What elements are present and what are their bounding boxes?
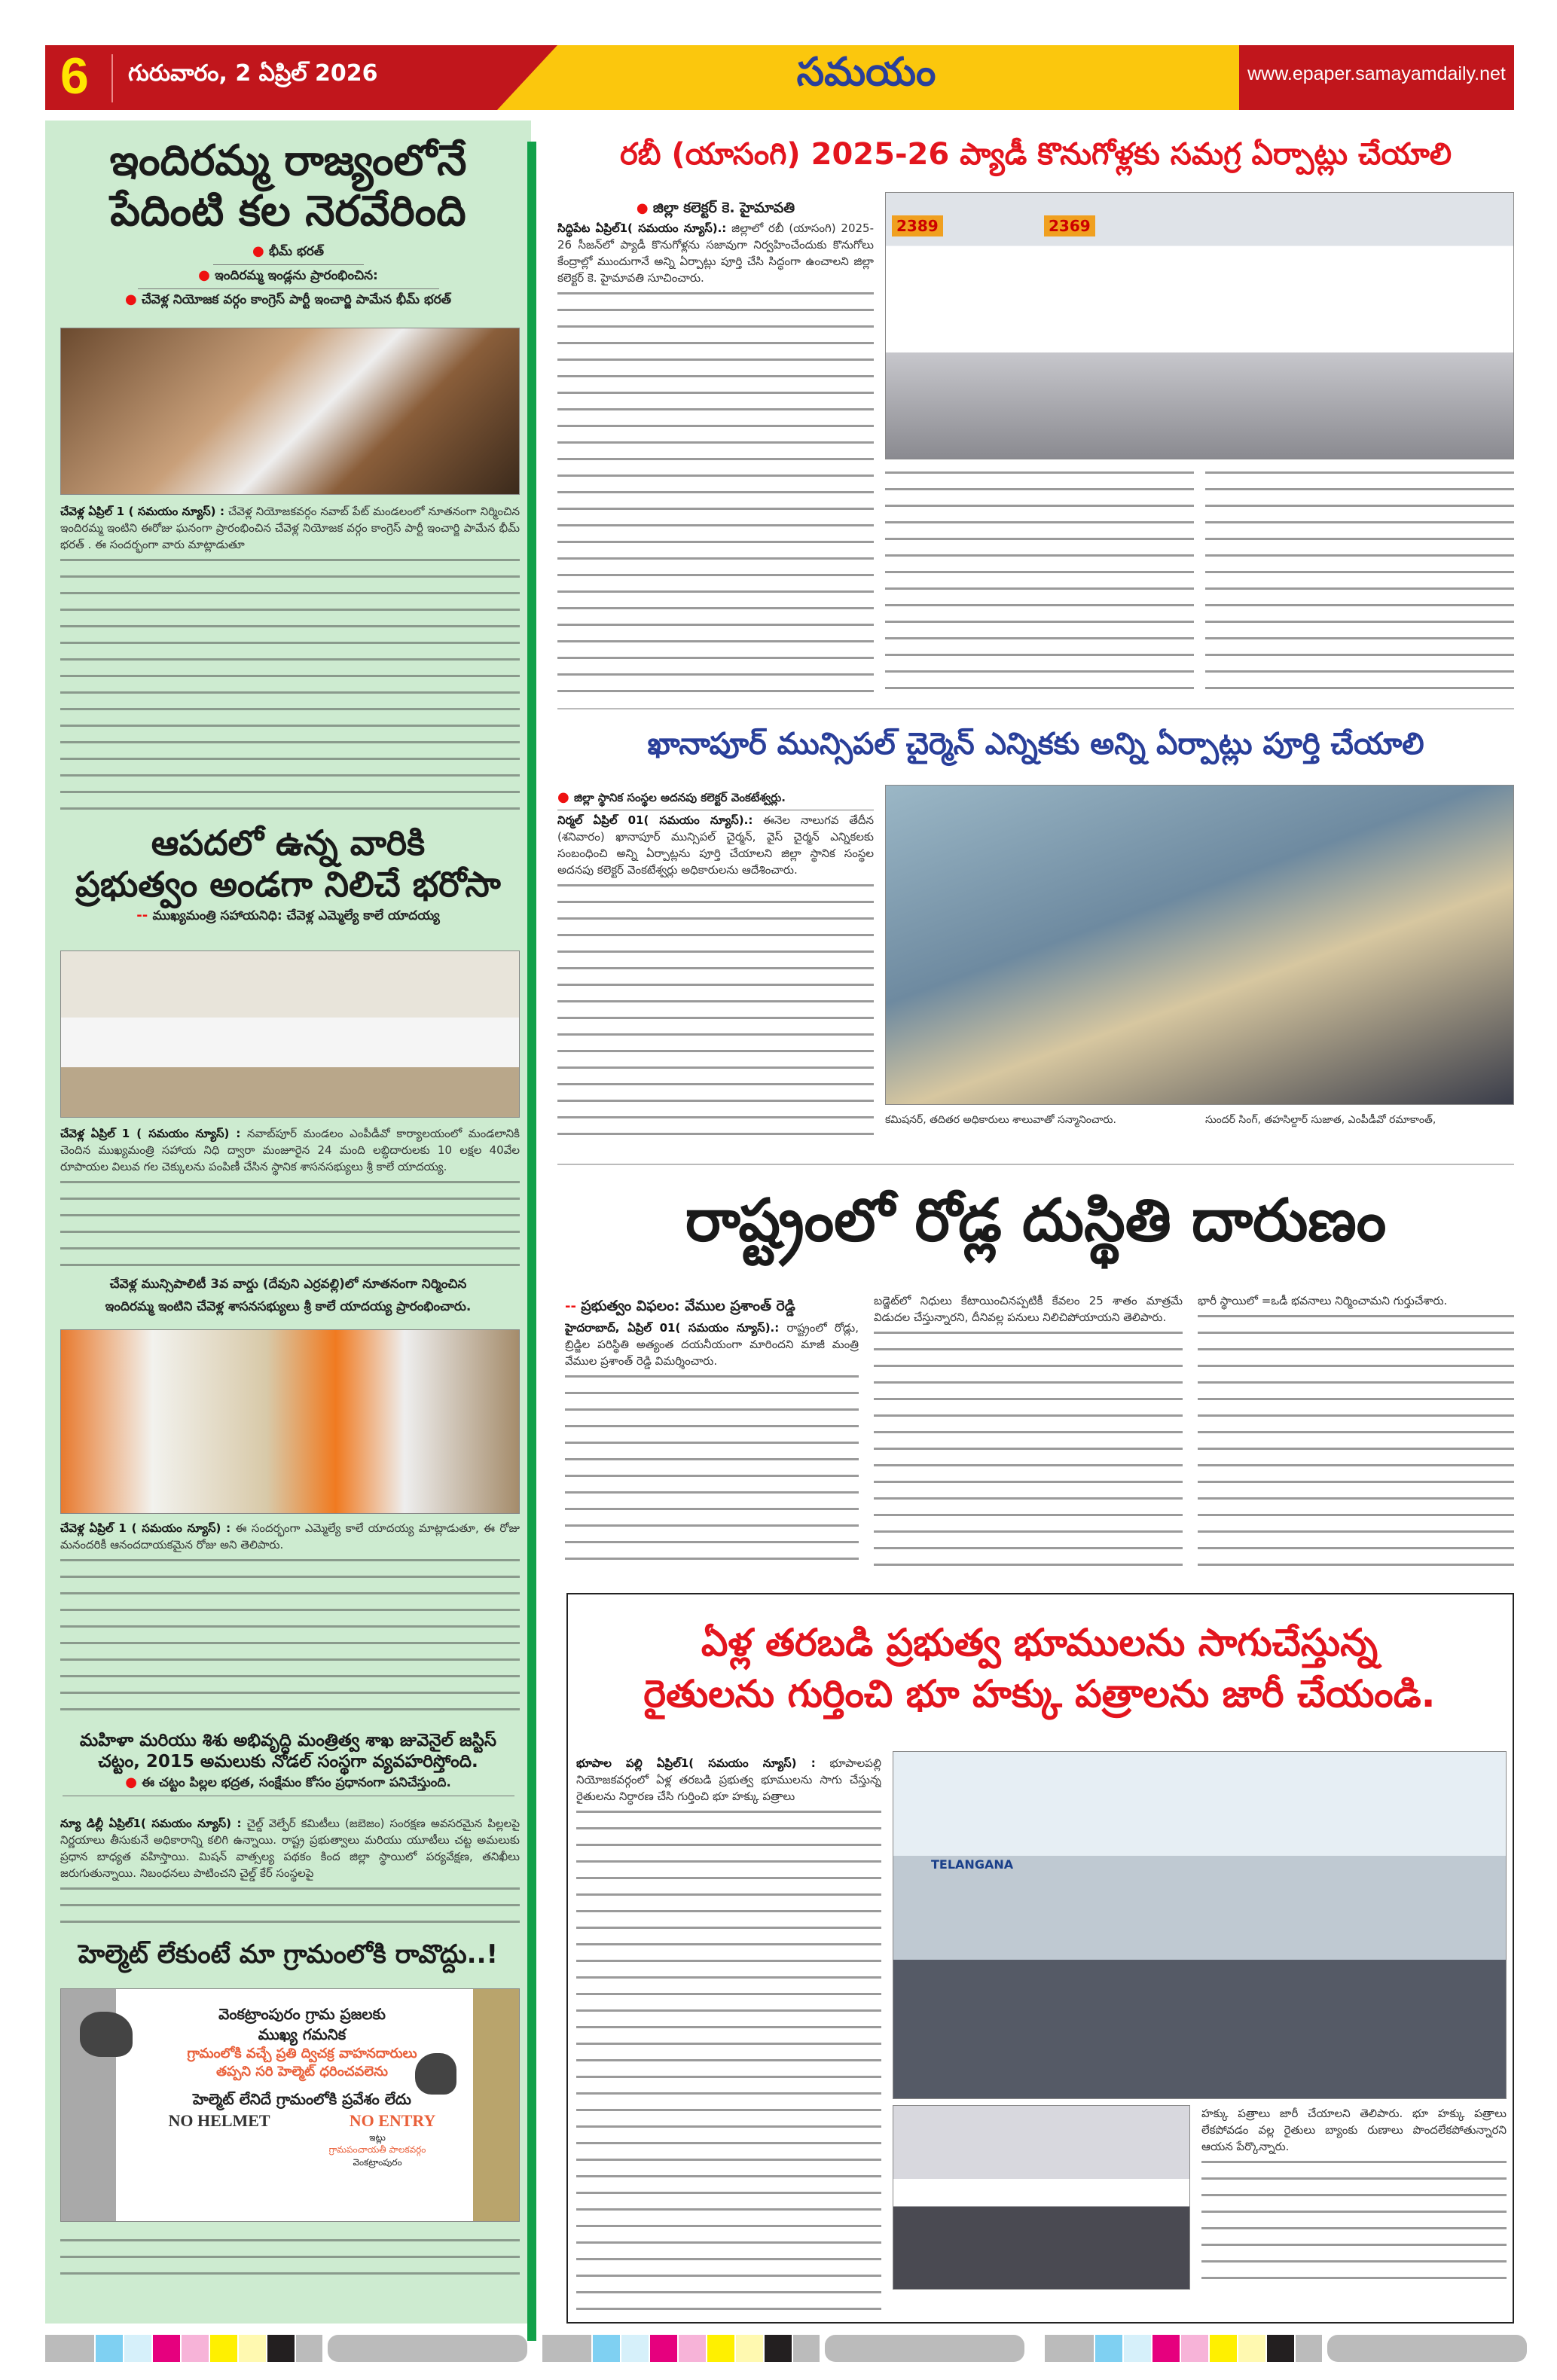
photo-caption: కమిషనర్, తదితర అధికారులు శాలువాతో సన్మానించారు. <box>885 1114 1116 1126</box>
headline-khanapur: ఖానాపూర్ మున్సిపల్ చైర్మెన్ ఎన్నికకు అన్ని ఏర్పాట్లు పూర్తి చేయాలి <box>647 727 1424 761</box>
article-body: న్యూ డిల్లీ ఏప్రిల్1( సమయం న్యూస్) : చైల్డ్ వెల్ఫేర్ కమిటీలు (జబెజం) సంరక్షణ అవసరమైన పిల్లలపై నిర్ణయాలు తీసుకునే అధికారాన్ని కలిగి ఉన్నాయి. రాష్ట్ర ప్రభుత్వాలు మరియు యూటీలు చట్ట అమలుకు ప్రధాన బాధ్యత వహిస్తాయి. మిషన్ వాత్సల్య పథకం కింద జిల్లా స్థాయిలో పర్యవేక్షణ, తనిఖీలు జరుగుతున్నాయి. నిబంధనలు పాటించని చైల్డ్ కేర్ సంస్థలపై <box>60 1815 520 1932</box>
divider <box>557 1164 1514 1165</box>
subhead: -- ప్రభుత్వం విఫలం: వేముల ప్రశాంత్ రెడ్డి <box>565 1295 859 1321</box>
subhead: ● జిల్లా స్థానిక సంస్థల అదనపు కలెక్టర్ వెంకటేశ్వర్లు. <box>557 787 874 810</box>
subhead: ● చేవెళ్ల నియోజక వర్గం కాంగ్రెస్ పార్టీ ఇంచార్జి పామేన భీమ్ భరత్ <box>124 291 452 308</box>
sign-text: వెంకట్రాంపురం <box>353 2156 402 2168</box>
color-swatch <box>765 2335 792 2362</box>
caption-line: ఇందిరమ్మ ఇంటిని చేవెళ్ల శాసనసభ్యులు శ్రీ కాలే యాదయ్య ప్రారంభించారు. <box>105 1299 472 1314</box>
sign-no-entry: NO ENTRY <box>349 2110 436 2130</box>
photo-cheque-distribution <box>60 950 520 1118</box>
photo-mla-inauguration <box>60 1329 520 1514</box>
color-swatch <box>1124 2335 1151 2362</box>
article-body-cont <box>1205 465 1514 693</box>
sign-text: హెల్మెట్ లేనిదే గ్రామంలోకి ప్రవేశం లేదు <box>193 2089 411 2108</box>
article-body-col2: బడ్జెట్‌లో నిధులు కేటాయించినప్పటికీ కేవలం 25 శాతం మాత్రమే విడుదల చేస్తున్నారని, దీనివల్ల పనులు నిలిచిపోయాయని తెలిపారు. <box>874 1292 1183 1568</box>
story-indiramma <box>53 136 524 313</box>
subhead: ● భీమ్ భరత్ <box>213 241 364 265</box>
color-swatch <box>96 2335 123 2362</box>
epaper-url[interactable]: www.epaper.samayamdaily.net <box>1247 63 1506 84</box>
sign-text: గ్రామపంచాయతీ పాలకవర్గం <box>328 2144 426 2156</box>
subhead: ● ఈ చట్టం పిల్లల భద్రత, సంక్షేమం కోసం ప్రధానంగా పనిచేస్తుంది. <box>63 1772 514 1796</box>
color-swatch <box>650 2335 677 2362</box>
helmet-icon <box>415 2053 456 2095</box>
sign-text: ఇట్లు <box>369 2132 386 2144</box>
article-body: హైదరాబాద్, ఏప్రిల్ 01( సమయం న్యూస్).: రాష్ట్రంలో రోడ్లు, బ్రిడ్జిల పరిస్థితి అత్యంత దయనీయంగా మారిందని మాజీ మంత్రి వేముల ప్రశాంత్ రెడ్డి విమర్శించారు. <box>565 1320 859 1568</box>
article-body: భూపాల పల్లి ఏప్రిల్1( సమయం న్యూస్) : భూపాలపల్లి నియోజకవర్గంలో ఏళ్ల తరబడి ప్రభుత్వ భూములను సాగు చేస్తున్న రైతులను నిర్ధారణ చేసి గుర్తించి భూ హక్కు పత్రాలు <box>576 1755 881 2316</box>
headline-land: ఏళ్ల తరబడి ప్రభుత్వ భూములను సాగుచేస్తున్న రైతులను గుర్తించి భూ హక్కు పత్రాలను జారీ చేయండి. <box>643 1621 1436 1716</box>
color-swatch <box>182 2335 209 2362</box>
color-swatch <box>1045 2335 1094 2362</box>
color-swatch <box>124 2335 151 2362</box>
page-number: 6 <box>60 47 89 105</box>
subhead: -- ముఖ్యమంత్రి సహాయనిధి: చేవెళ్ల ఎమ్మెల్యే కాలే యాదయ్య <box>136 908 440 924</box>
color-swatch <box>1238 2335 1265 2362</box>
article-body-cont <box>885 465 1194 693</box>
article-body-cont: హక్కు పత్రాలు జారీ చేయాలని తెలిపారు. భూ హక్కు పత్రాలు లేకపోవడం వల్ల రైతులు బ్యాంకు రుణాలు పొందలేకపోతున్నారని ఆయన పేర్కొన్నారు. <box>1201 2105 1507 2290</box>
color-swatch <box>296 2335 322 2362</box>
headline-roads: రాష్ట్రంలో రోడ్ల దుస్థితి దారుణం <box>685 1187 1387 1255</box>
article-body: చేవెళ్ల ఏప్రిల్ 1 ( సమయం న్యూస్) : ఈ సందర్భంగా ఎమ్మెల్యే కాలే యాదయ్య మాట్లాడుతూ, ఈ రోజు మనందరికీ ఆనందదాయకమైన రోజు అని తెలిపారు. <box>60 1520 520 1725</box>
column-divider-bar <box>527 142 536 2341</box>
gray-pill <box>328 2335 527 2362</box>
subhead: ● జిల్లా కలెక్టర్ కె. హైమావతి <box>557 197 874 223</box>
story-juvenile-justice <box>53 1731 524 1796</box>
header-divider <box>111 54 113 102</box>
color-swatch <box>267 2335 295 2362</box>
color-swatch <box>1181 2335 1208 2362</box>
color-swatch <box>542 2335 591 2362</box>
photo-logo-text: TELANGANA <box>931 1857 1014 1872</box>
article-body: చేవెళ్ల ఏప్రిల్ 1 ( సమయం న్యూస్) : నవాబ్‌పూర్ మండలం ఎంపీడీవో కార్యాలయంలో మండలానికి చెందిన ముఖ్యమంత్రి సహాయ నిధి ద్వారా మంజూరైన 24 మంది లబ్ధిదారులకు 10 లక్షల 40వేల రూపాయల విలువ గల చెక్కులను పంపిణీ చేసిన స్థానిక శాసనసభ్యులు శ్రీ కాలే యాదయ్య. <box>60 1125 520 1273</box>
story-cm-relief-fund <box>53 822 524 929</box>
photo-caption <box>60 2233 520 2283</box>
divider <box>557 708 1514 709</box>
helmet-icon <box>80 2012 133 2057</box>
color-swatch <box>793 2335 820 2362</box>
sign-text: వెంకట్రాంపురం గ్రామ ప్రజలకు <box>218 2005 386 2023</box>
color-swatch <box>1095 2335 1122 2362</box>
sign-no-helmet: NO HELMET <box>168 2110 270 2130</box>
headline: చట్టం, 2015 అమలుకు నోడల్ సంస్థగా వ్యవహరిస్తోంది. <box>98 1751 478 1771</box>
banner-price: 2389 <box>892 215 943 236</box>
color-swatch <box>736 2335 763 2362</box>
sign-text: ముఖ్య గమనిక <box>258 2025 347 2043</box>
headline: ప్రభుత్వం అండగా నిలిచే భరోసా <box>75 864 501 905</box>
banner-price: 2369 <box>1044 215 1095 236</box>
headline: పేదింటి కల నెరవేరింది <box>110 187 466 236</box>
photo-caption-heading <box>53 1274 524 1320</box>
color-swatch <box>593 2335 620 2362</box>
photo-collector-meeting <box>885 192 1514 459</box>
article-body: నిర్మల్ ఏప్రిల్ 01( సమయం న్యూస్).: ఈనెల నాలుగవ తేదీన (శనివారం) ఖానాపూర్ మున్సిపల్ చైర్మన్, వైస్ చైర్మన్ ఎన్నికలకు సంబంధించి అన్ని ఏర్పాట్లను పూర్తి చేయాలని జిల్లా స్థానిక సంస్థల అదనపు కలెక్టర్ వెంకటేశ్వర్లు అధికారులను ఆదేశించారు. <box>557 812 874 1147</box>
article-body: చేవెళ్ల ఏప్రిల్ 1 ( సమయం న్యూస్) : చేవెళ్ల నియోజకవర్గం నవాబ్ పేట్ మండలంలో నూతనంగా నిర్మించిన ఇందిరమ్మ ఇంటిని ఈరోజు ఘనంగా ప్రారంభించిన చేవెళ్ల నియోజక వర్గం కాంగ్రెస్ పార్టీ ఇంచార్జి పామేన భీమ్ భరత్ . ఈ సందర్భంగా వారు మాట్లాడుతూ <box>60 503 520 819</box>
color-swatch <box>153 2335 180 2362</box>
photo-caption: సుందర్ సింగ్, తహసిల్దార్ సుజాత, ఎంపీడీవో రమాకాంత్, <box>1205 1114 1436 1126</box>
headline-helmet: హెల్మెట్ లేకుంటే మా గ్రామంలోకి రావొద్దు..! <box>78 1939 499 1970</box>
caption-line: చేవెళ్ల మున్సిపాలిటీ 3వ వార్డు (దేవుని ఎర్రవల్లి)లో నూతనంగా నిర్మించిన <box>109 1277 467 1292</box>
color-swatch <box>1210 2335 1237 2362</box>
color-swatch <box>679 2335 706 2362</box>
masthead-logo: సమయం <box>796 50 936 95</box>
color-swatch <box>239 2335 266 2362</box>
article-body-col3: భారీ స్థాయిలో =ఒడీ భవనాలు నిర్మించామని గుర్తుచేశారు. <box>1198 1292 1514 1568</box>
photo-helmet-banner <box>60 1988 520 2222</box>
color-swatch <box>1267 2335 1294 2362</box>
print-color-bars <box>45 2335 1514 2362</box>
photo-khanapur-officials <box>885 785 1514 1105</box>
issue-date: గురువారం, 2 ఏప్రిల్ 2026 <box>128 60 378 87</box>
headline: మహిళా మరియు శిశు అభివృద్ధి మంత్రిత్వ శాఖ జువెనైల్ జస్టిస్ <box>79 1731 497 1750</box>
gray-pill <box>1327 2335 1527 2362</box>
sign-text: గ్రామంలోకి వచ్చే ప్రతి ద్విచక్ర వాహనదారులు <box>187 2046 417 2061</box>
color-swatch <box>210 2335 237 2362</box>
color-swatch <box>621 2335 649 2362</box>
article-body: సిద్ధిపేట ఏప్రిల్1( సమయం న్యూస్).: జిల్లాలో రబీ (యాసంగి) 2025-26 సీజన్‌లో ప్యాడీ కొనుగోళ్లను సజావుగా నిర్వహించేందుకు కొనుగోలు కేంద్రాల్లో ముందుగానే అన్ని ఏర్పాట్లు పూర్తి చేసి సిద్ధంగా ఉంచాలని జిల్లా కలెక్టర్ కె. హైమావతి సూచించారు. <box>557 220 874 694</box>
headline: ఇందిరమ్మ రాజ్యంలోనే <box>109 136 467 185</box>
photo-collector-review <box>893 1751 1507 2099</box>
photo-meeting-hall <box>893 2105 1190 2290</box>
color-swatch <box>1152 2335 1180 2362</box>
subhead: ● ఇందిరమ్మ ఇండ్లను ప్రారంభించిన: <box>138 265 439 289</box>
color-swatch <box>45 2335 94 2362</box>
sign-text: తప్పని సరి హెల్మెట్ ధరించవలెను <box>216 2064 388 2080</box>
gray-pill <box>825 2335 1024 2362</box>
photo-house-inauguration <box>60 328 520 495</box>
headline: ఆపదలో ఉన్న వారికి <box>151 822 426 863</box>
headline-rabi: రబీ (యాసంగి) 2025-26 ప్యాడీ కొనుగోళ్లకు సమగ్ర ఏర్పాట్లు చేయాలి <box>619 137 1452 172</box>
color-swatch <box>707 2335 734 2362</box>
color-swatch <box>1296 2335 1322 2362</box>
